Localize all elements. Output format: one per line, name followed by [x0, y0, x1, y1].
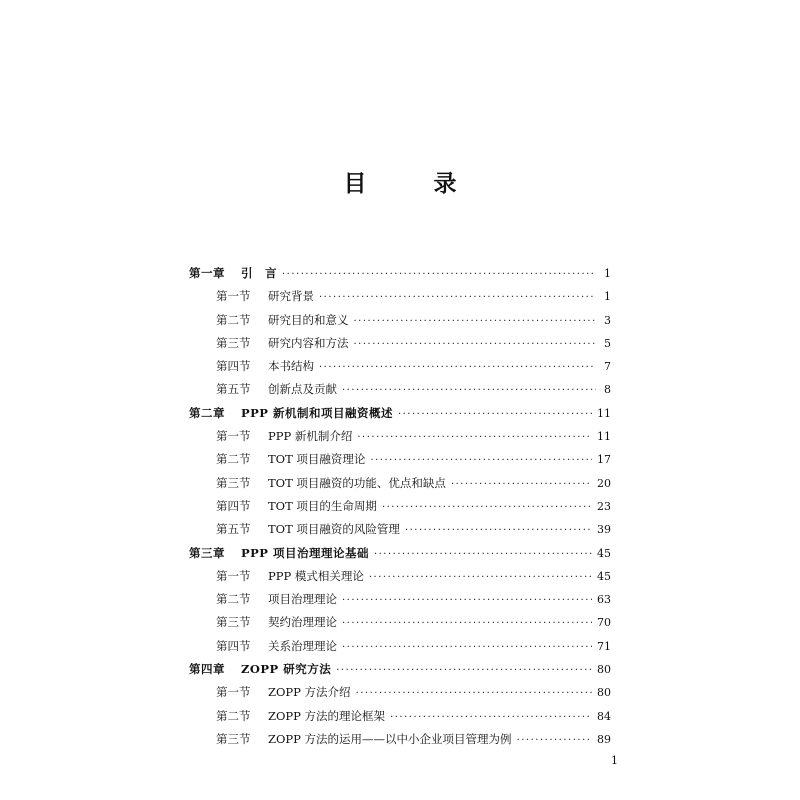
toc-entry-page: 1: [604, 290, 611, 304]
toc-entry-page: 8: [604, 383, 611, 397]
toc-section-entry: [189, 728, 611, 751]
dot-leader: [342, 589, 592, 612]
toc-section-entry: [189, 472, 611, 495]
toc-entry-page: 17: [597, 453, 611, 467]
toc-entry-title: ZOPP 研究方法: [241, 662, 332, 677]
toc-entry-page: 3: [604, 313, 611, 327]
toc-entry-page: 7: [604, 360, 611, 374]
page-number: 1: [611, 754, 618, 767]
toc-entry-label: 第三节: [216, 615, 251, 630]
toc-entry-page: 45: [597, 569, 611, 583]
toc-section-entry: [189, 448, 611, 471]
toc-entry-label: 第三节: [216, 335, 251, 350]
toc-section-entry: [189, 518, 611, 541]
toc-entry-page: 11: [597, 406, 611, 420]
toc-entry-page: 23: [597, 499, 611, 513]
toc-entry-label: 第四节: [216, 638, 251, 653]
table-of-contents: [189, 262, 611, 751]
toc-chapter-entry: [189, 542, 611, 565]
toc-entry-label: 第一节: [216, 568, 251, 583]
toc-section-entry: [189, 495, 611, 518]
dot-leader: [517, 729, 592, 752]
toc-section-entry: [189, 355, 611, 378]
toc-entry-title: 契约治理理论: [268, 615, 337, 630]
toc-entry-label: 第一节: [216, 289, 251, 304]
toc-section-entry: [189, 309, 611, 332]
toc-entry-page: 70: [597, 616, 611, 630]
toc-entry-title: 引 言: [241, 266, 277, 280]
toc-chapter-entry: [189, 658, 611, 681]
toc-entry-title: ZOPP 方法的运用——以中小企业项目管理为例: [268, 731, 512, 746]
dot-leader: [336, 659, 592, 682]
toc-entry-label: 第五节: [216, 522, 251, 537]
toc-entry-page: 63: [597, 593, 611, 607]
dot-leader: [354, 333, 597, 356]
toc-entry-title: TOT 项目的生命周期: [268, 498, 377, 513]
toc-entry-label: 第二节: [216, 708, 251, 723]
toc-entry-label: 第一节: [216, 429, 251, 444]
toc-section-entry: [189, 285, 611, 308]
toc-entry-label: 第二节: [216, 452, 251, 467]
toc-section-entry: [189, 611, 611, 634]
toc-entry-title: 项目治理理论: [268, 592, 337, 607]
toc-entry-title: PPP 新机制介绍: [268, 429, 353, 444]
dot-leader: [357, 426, 592, 449]
toc-entry-label: 第一章: [189, 266, 225, 280]
dot-leader: [354, 310, 597, 333]
toc-section-entry: [189, 635, 611, 658]
toc-entry-title: PPP 项目治理理论基础: [241, 545, 369, 560]
toc-entry-label: 第四节: [216, 359, 251, 374]
toc-entry-label: 第三节: [216, 731, 251, 746]
toc-section-entry: [189, 378, 611, 401]
toc-entry-label: 第二节: [216, 312, 251, 327]
dot-leader: [390, 706, 592, 729]
toc-section-entry: [189, 565, 611, 588]
toc-entry-title: ZOPP 方法的理论框架: [268, 708, 386, 723]
toc-entry-page: 20: [597, 476, 611, 490]
dot-leader: [342, 636, 592, 659]
toc-section-entry: [189, 425, 611, 448]
toc-entry-page: 89: [597, 732, 611, 746]
dot-leader: [356, 682, 592, 705]
toc-entry-title: 本书结构: [268, 359, 314, 374]
dot-leader: [405, 519, 592, 542]
dot-leader: [319, 286, 596, 309]
toc-entry-label: 第二章: [189, 405, 225, 420]
page-title: 目 录: [343, 171, 479, 197]
toc-entry-title: TOT 项目融资的风险管理: [268, 522, 400, 537]
toc-entry-page: 11: [597, 430, 611, 444]
dot-leader: [374, 543, 592, 566]
toc-entry-title: TOT 项目融资的功能、优点和缺点: [268, 475, 446, 490]
toc-entry-title: TOT 项目融资理论: [268, 452, 366, 467]
toc-entry-label: 第四节: [216, 498, 251, 513]
toc-entry-title: 创新点及贡献: [268, 382, 337, 397]
toc-entry-page: 84: [597, 709, 611, 723]
dot-leader: [369, 566, 592, 589]
toc-entry-page: 39: [597, 523, 611, 537]
dot-leader: [451, 473, 592, 496]
dot-leader: [282, 263, 596, 286]
dot-leader: [342, 379, 596, 402]
toc-entry-page: 1: [604, 267, 611, 280]
toc-entry-title: ZOPP 方法介绍: [268, 685, 351, 700]
dot-leader: [382, 496, 592, 519]
toc-entry-title: PPP 模式相关理论: [268, 568, 364, 583]
toc-chapter-entry: [189, 402, 611, 425]
toc-entry-title: 关系治理理论: [268, 638, 337, 653]
toc-entry-page: 80: [597, 686, 611, 700]
toc-entry-label: 第一节: [216, 685, 251, 700]
dot-leader: [370, 449, 592, 472]
toc-entry-label: 第三节: [216, 475, 251, 490]
toc-entry-title: 研究目的和意义: [268, 312, 349, 327]
toc-entry-title: 研究背景: [268, 289, 314, 304]
toc-entry-label: 第四章: [189, 662, 225, 677]
toc-entry-title: PPP 新机制和项目融资概述: [241, 405, 393, 420]
toc-chapter-entry: [189, 262, 611, 285]
dot-leader: [319, 356, 596, 379]
toc-entry-page: 80: [597, 663, 611, 677]
toc-entry-label: 第五节: [216, 382, 251, 397]
toc-entry-label: 第二节: [216, 592, 251, 607]
toc-entry-page: 5: [604, 336, 611, 350]
dot-leader: [342, 612, 592, 635]
toc-entry-page: 71: [597, 639, 611, 653]
toc-entry-title: 研究内容和方法: [268, 335, 349, 350]
toc-entry-page: 45: [597, 546, 611, 560]
toc-section-entry: [189, 588, 611, 611]
toc-section-entry: [189, 705, 611, 728]
toc-entry-label: 第三章: [189, 545, 225, 560]
toc-section-entry: [189, 681, 611, 704]
dot-leader: [398, 403, 592, 426]
toc-section-entry: [189, 332, 611, 355]
